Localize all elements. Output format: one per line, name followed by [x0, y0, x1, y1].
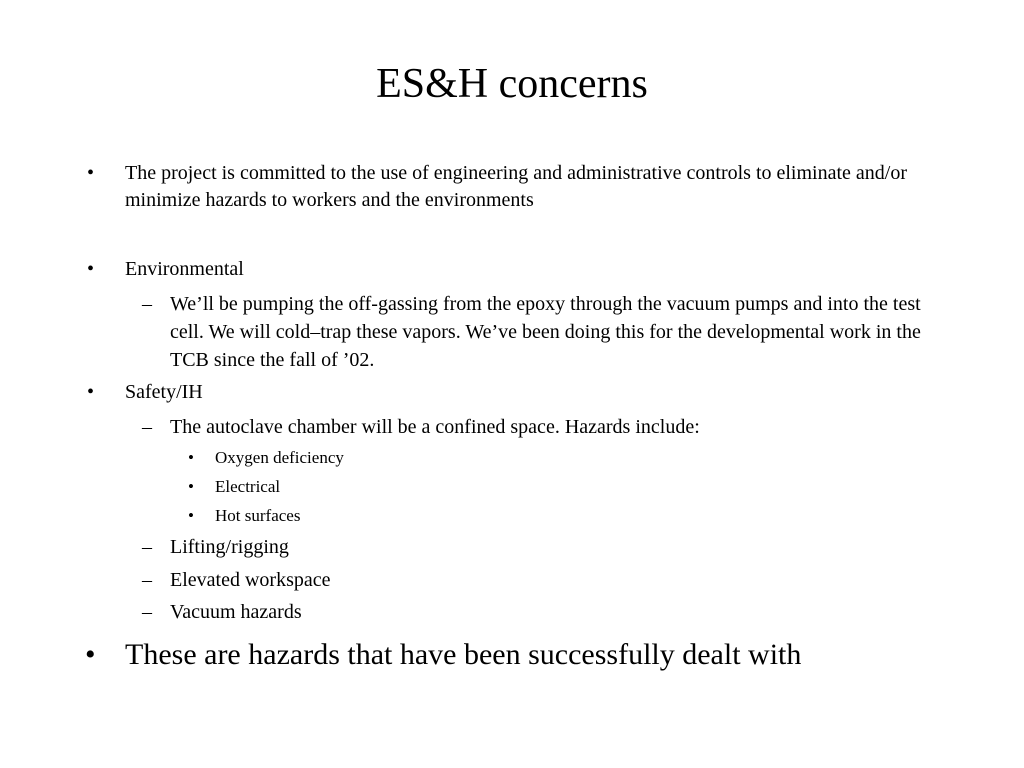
- dash-marker: –: [142, 293, 152, 315]
- bullet-safety: [87, 379, 925, 406]
- bullet-marker: •: [87, 381, 95, 403]
- bullet-marker: •: [85, 638, 96, 671]
- bullet-marker: •: [87, 162, 95, 184]
- sub-item-autoclave: [142, 413, 930, 441]
- sub-item-text: Vacuum hazards: [170, 601, 302, 623]
- sub-sub-item-electrical: [188, 475, 915, 498]
- sub-item-text: Elevated workspace: [170, 569, 331, 591]
- dash-marker: –: [142, 536, 152, 558]
- sub-item-elevated: [142, 566, 930, 594]
- bullet-text: The project is committed to the use of engineering and administrative controls to eliminate and/or minimize hazards to workers and the environments: [125, 162, 908, 211]
- bullet-marker: •: [188, 477, 194, 496]
- sub-item-text: Lifting/rigging: [170, 536, 289, 558]
- dash-marker: –: [142, 569, 152, 591]
- slide-title: ES&H concerns: [376, 61, 648, 107]
- sub-item-pumping: [142, 290, 930, 374]
- sub-item-lifting: [142, 533, 930, 561]
- sub-sub-item-text: Electrical: [215, 477, 281, 496]
- dash-marker: –: [142, 601, 152, 623]
- sub-item-vacuum: [142, 598, 930, 626]
- bullet-text: Environmental: [125, 258, 244, 280]
- dash-marker: –: [142, 416, 152, 438]
- bullet-text: These are hazards that have been successfully dealt with: [125, 638, 802, 671]
- bullet-marker: •: [188, 506, 194, 525]
- sub-sub-item-hot-surfaces: [188, 504, 915, 527]
- sub-sub-item-oxygen: [188, 446, 915, 469]
- bullet-text: Safety/IH: [125, 381, 203, 403]
- sub-sub-item-text: Hot surfaces: [215, 506, 301, 525]
- bullet-environmental: [87, 256, 925, 283]
- sub-item-text: The autoclave chamber will be a confined space. Hazards include:: [170, 416, 700, 438]
- sub-item-text: We’ll be pumping the off-gassing from the epoxy through the vacuum pumps and into the test cell. We will cold–trap these vapors. We’ve been doing this for the developmental work in the TCB since the fall of ’02.: [170, 293, 921, 371]
- sub-sub-item-text: Oxygen deficiency: [215, 448, 344, 467]
- bullet-commitment: [87, 160, 925, 214]
- bullet-marker: •: [87, 258, 95, 280]
- bullet-conclusion: [85, 637, 1005, 673]
- bullet-marker: •: [188, 448, 194, 467]
